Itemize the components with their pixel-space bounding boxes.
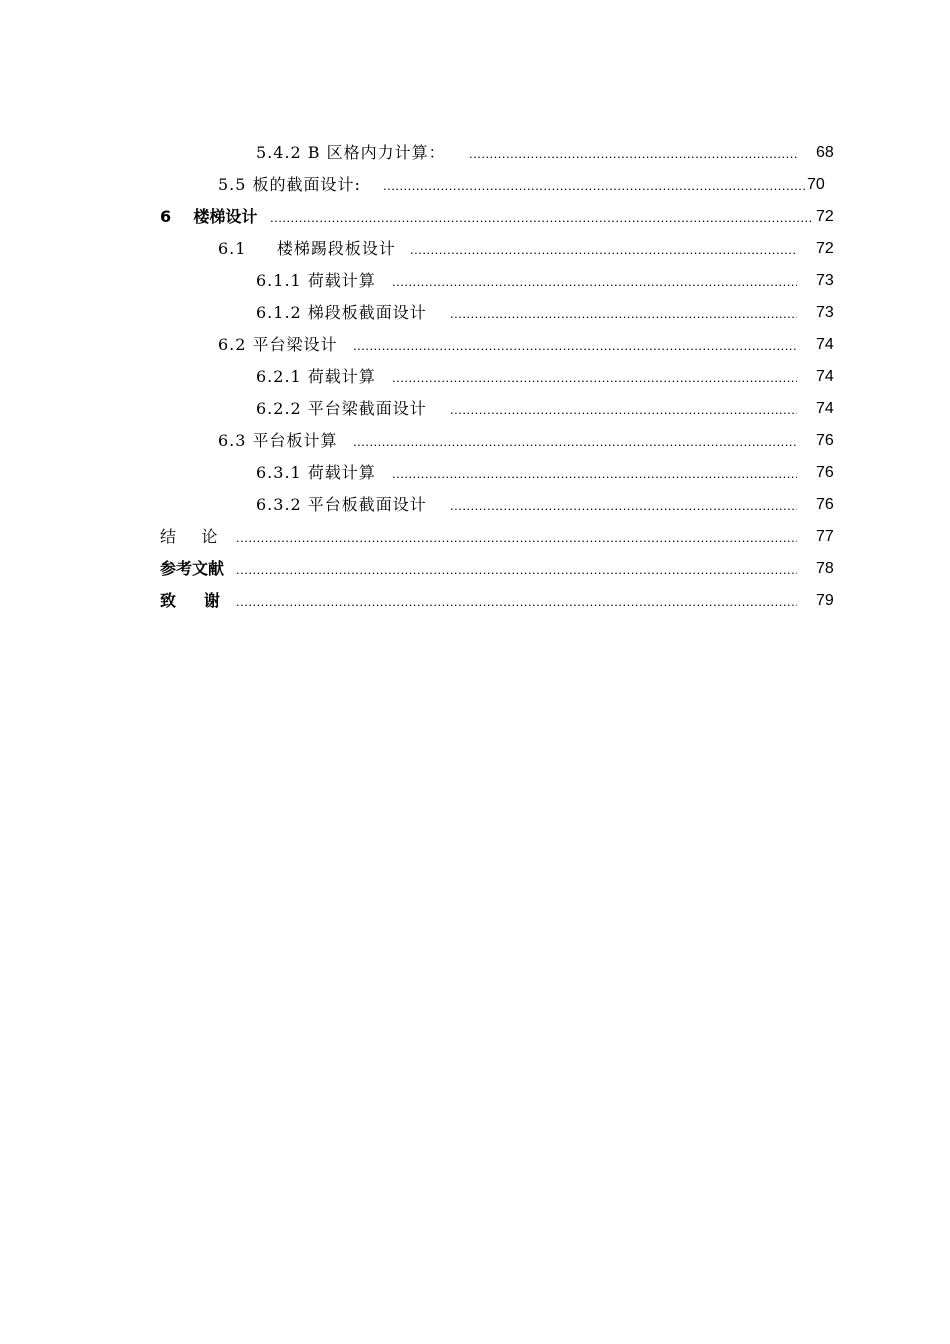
toc-entry-label: 6.3.1 荷载计算 xyxy=(256,463,376,482)
toc-entry[interactable] xyxy=(0,169,950,201)
toc-entry-page: 78 xyxy=(816,560,834,577)
toc-entry-label: 5.5 板的截面设计: xyxy=(218,175,361,194)
toc-entry-label: 5.4.2 B 区格内力计算： xyxy=(256,143,446,162)
toc-entry-label: 6.1 楼梯踢段板设计 xyxy=(218,239,396,258)
toc-entry-label: 6 楼梯设计 xyxy=(160,207,258,226)
toc-entry[interactable] xyxy=(0,521,950,553)
toc-entry-page: 79 xyxy=(816,592,834,609)
toc-leader-dots xyxy=(353,329,797,362)
toc-entry-page: 73 xyxy=(816,304,834,321)
toc-entry-page: 76 xyxy=(816,496,834,513)
toc-entry-page: 74 xyxy=(816,368,834,385)
toc-leader-dots xyxy=(236,553,797,586)
toc-entry-label: 6.2.2 平台梁截面设计 xyxy=(256,399,427,418)
toc-entry-page: 77 xyxy=(816,528,834,545)
toc-leader-dots xyxy=(236,585,797,618)
toc-leader-dots xyxy=(392,361,797,394)
toc-leader-dots xyxy=(450,393,797,426)
toc-entry-page: 74 xyxy=(816,400,834,417)
toc-entry-label: 6.2 平台梁设计 xyxy=(218,335,338,354)
toc-entry[interactable] xyxy=(0,425,950,457)
toc-entry-label: 6.1.2 梯段板截面设计 xyxy=(256,303,427,322)
toc-entry[interactable] xyxy=(0,297,950,329)
toc-entry-label: 致 谢 xyxy=(160,591,220,610)
toc-entry-page: 72 xyxy=(816,240,834,257)
toc-entry-label: 6.1.1 荷载计算 xyxy=(256,271,376,290)
toc-entry[interactable] xyxy=(0,201,950,233)
toc-entry[interactable] xyxy=(0,233,950,265)
toc-leader-dots xyxy=(450,489,797,522)
toc-leader-dots xyxy=(450,297,797,330)
toc-leader-dots xyxy=(392,265,797,298)
toc-entry[interactable] xyxy=(0,457,950,489)
toc-entry-label: 结 论 xyxy=(160,527,218,546)
toc-entry[interactable] xyxy=(0,265,950,297)
toc-leader-dots xyxy=(383,169,807,202)
toc-entry-page: 68 xyxy=(816,144,834,161)
toc-leader-dots xyxy=(236,521,797,554)
toc-entry[interactable] xyxy=(0,585,950,617)
toc-entry[interactable] xyxy=(0,361,950,393)
toc-entry-page: 72 xyxy=(816,208,834,225)
toc-entry-label: 6.3 平台板计算 xyxy=(218,431,338,450)
toc-entry[interactable] xyxy=(0,489,950,521)
toc-leader-dots xyxy=(469,137,797,170)
toc-entry-page: 74 xyxy=(816,336,834,353)
toc-entry-page: 70 xyxy=(807,176,825,193)
toc-entry-page: 76 xyxy=(816,464,834,481)
toc-entry-label: 6.3.2 平台板截面设计 xyxy=(256,495,427,514)
toc-leader-dots xyxy=(353,425,797,458)
toc-leader-dots xyxy=(410,233,797,266)
toc-entry-label: 参考文献 xyxy=(160,559,225,578)
toc-entry[interactable] xyxy=(0,329,950,361)
toc-entry-page: 73 xyxy=(816,272,834,289)
table-of-contents xyxy=(0,137,950,617)
toc-entry[interactable] xyxy=(0,393,950,425)
toc-entry[interactable] xyxy=(0,553,950,585)
toc-leader-dots xyxy=(392,457,797,490)
toc-leader-dots xyxy=(270,201,812,234)
toc-entry-label: 6.2.1 荷载计算 xyxy=(256,367,376,386)
toc-entry[interactable] xyxy=(0,137,950,169)
toc-entry-page: 76 xyxy=(816,432,834,449)
